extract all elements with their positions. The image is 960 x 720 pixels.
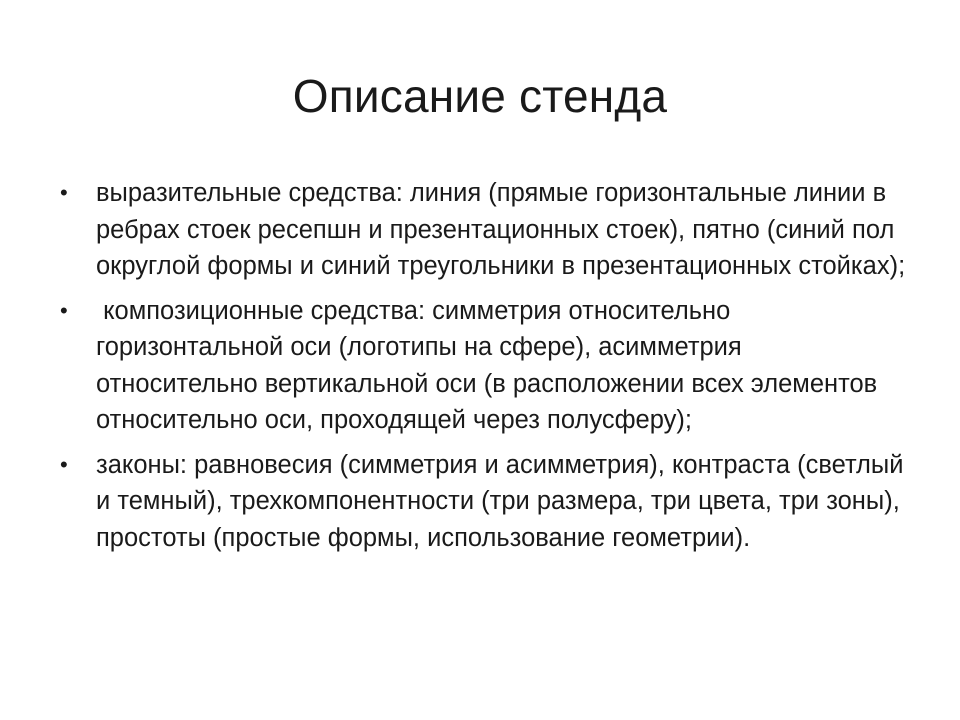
bullet-item-expressive-means <box>60 175 910 285</box>
bullet-text: законы: равновесия (симметрия и асимметрия), контраста (светлый и темный), трехкомпонентности (три размера, три цвета, три зоны), простоты (простые формы, использование геометрии). <box>96 450 904 552</box>
bullet-dot-icon: • <box>60 451 68 477</box>
bullet-text: композиционные средства: симметрия относительно горизонтальной оси (логотипы на сфере), асимметрия относительно вертикальной оси (в расположении всех элементов относительно оси, проходящей через полусферу); <box>96 296 885 434</box>
bullet-dot-icon: • <box>60 180 68 205</box>
bullet-list <box>60 175 910 564</box>
bullet-item-compositional-means <box>60 293 910 439</box>
slide-title: Описание стенда <box>292 70 668 122</box>
bullet-dot-icon: • <box>60 297 68 323</box>
bullet-text: выразительные средства: линия (прямые горизонтальные линии в ребрах стоек ресепшн и презентационных стоек), пятно (синий пол округлой формы и синий треугольники в презентационных стойках); <box>96 179 906 280</box>
bullet-item-laws <box>60 447 910 557</box>
